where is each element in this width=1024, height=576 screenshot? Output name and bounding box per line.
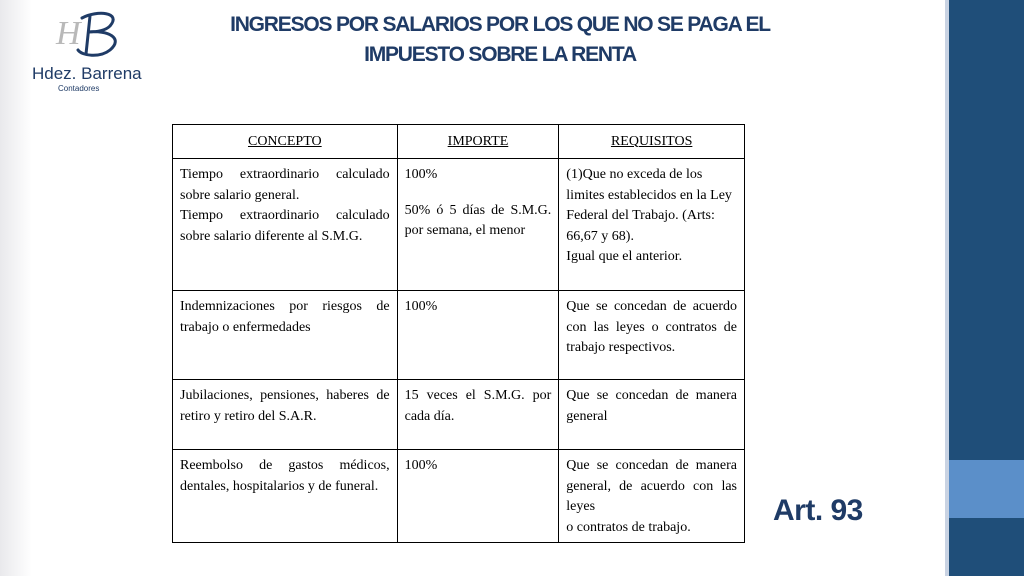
cell-text: Reembolso de gastos médicos, dentales, hospitalarios y de funeral. <box>180 458 390 494</box>
cell-text: Que se concedan de manera general, de acuerdo con las leyes <box>566 458 737 514</box>
cell-concepto <box>173 450 398 543</box>
article-reference: Art. 93 <box>773 494 863 527</box>
cell-text: (1)Que no exceda de los limites establecidos en la Ley Federal del Trabajo. (Arts: 66,67 y 68). <box>566 167 732 244</box>
cell-concepto <box>173 380 398 450</box>
left-edge-shade <box>0 0 32 576</box>
cell-text: Jubilaciones, pensiones, haberes de retiro y retiro del S.A.R. <box>180 388 390 424</box>
cell-text: Igual que el anterior. <box>566 249 683 264</box>
title-line-1: INGRESOS POR SALARIOS POR LOS QUE NO SE PAGA EL <box>230 13 770 36</box>
cell-importe <box>397 291 559 380</box>
slide-title <box>180 10 820 70</box>
cell-importe <box>397 450 559 543</box>
monogram-h-letter: H <box>56 15 81 52</box>
cell-text: 100% <box>404 299 438 314</box>
header-concepto: CONCEPTO <box>173 125 398 159</box>
cell-importe <box>397 380 559 450</box>
table-header-row <box>173 125 745 159</box>
title-line-2: IMPUESTO SOBRE LA RENTA <box>364 43 636 66</box>
cell-concepto <box>173 159 398 291</box>
cell-text: Tiempo extraordinario calculado sobre salario diferente al S.M.G. <box>180 208 390 244</box>
table-row <box>173 380 745 450</box>
table-row <box>173 291 745 380</box>
hb-monogram-icon <box>52 4 132 64</box>
cell-requisitos <box>559 450 745 543</box>
exemptions-table <box>172 124 745 543</box>
cell-text: 100% <box>404 458 438 473</box>
cell-requisitos <box>559 291 745 380</box>
header-importe: IMPORTE <box>397 125 559 159</box>
table-row <box>173 159 745 291</box>
logo-subtitle: Contadores <box>58 84 100 93</box>
logo-name: Hdez. Barrena <box>32 64 142 83</box>
cell-text: 15 veces el S.M.G. por cada día. <box>404 388 552 424</box>
cell-text: Tiempo extraordinario calculado sobre salario general. <box>180 167 390 203</box>
cell-importe <box>397 159 559 291</box>
right-side-accent-block <box>949 460 1024 518</box>
table-row <box>173 450 745 543</box>
cell-requisitos <box>559 159 745 291</box>
cell-text: o contratos de trabajo. <box>566 519 691 535</box>
cell-requisitos <box>559 380 745 450</box>
company-logo <box>30 4 140 92</box>
cell-text: Que se concedan de manera general <box>566 388 737 424</box>
header-requisitos: REQUISITOS <box>559 125 745 159</box>
cell-text: Que se concedan de acuerdo con las leyes o contratos de trabajo respectivos. <box>566 299 737 355</box>
cell-text: 50% ó 5 días de S.M.G. por semana, el menor <box>404 202 552 238</box>
cell-concepto <box>173 291 398 380</box>
cell-text: 100% <box>404 167 438 182</box>
cell-text: Indemnizaciones por riesgos de trabajo o enfermedades <box>180 299 390 335</box>
